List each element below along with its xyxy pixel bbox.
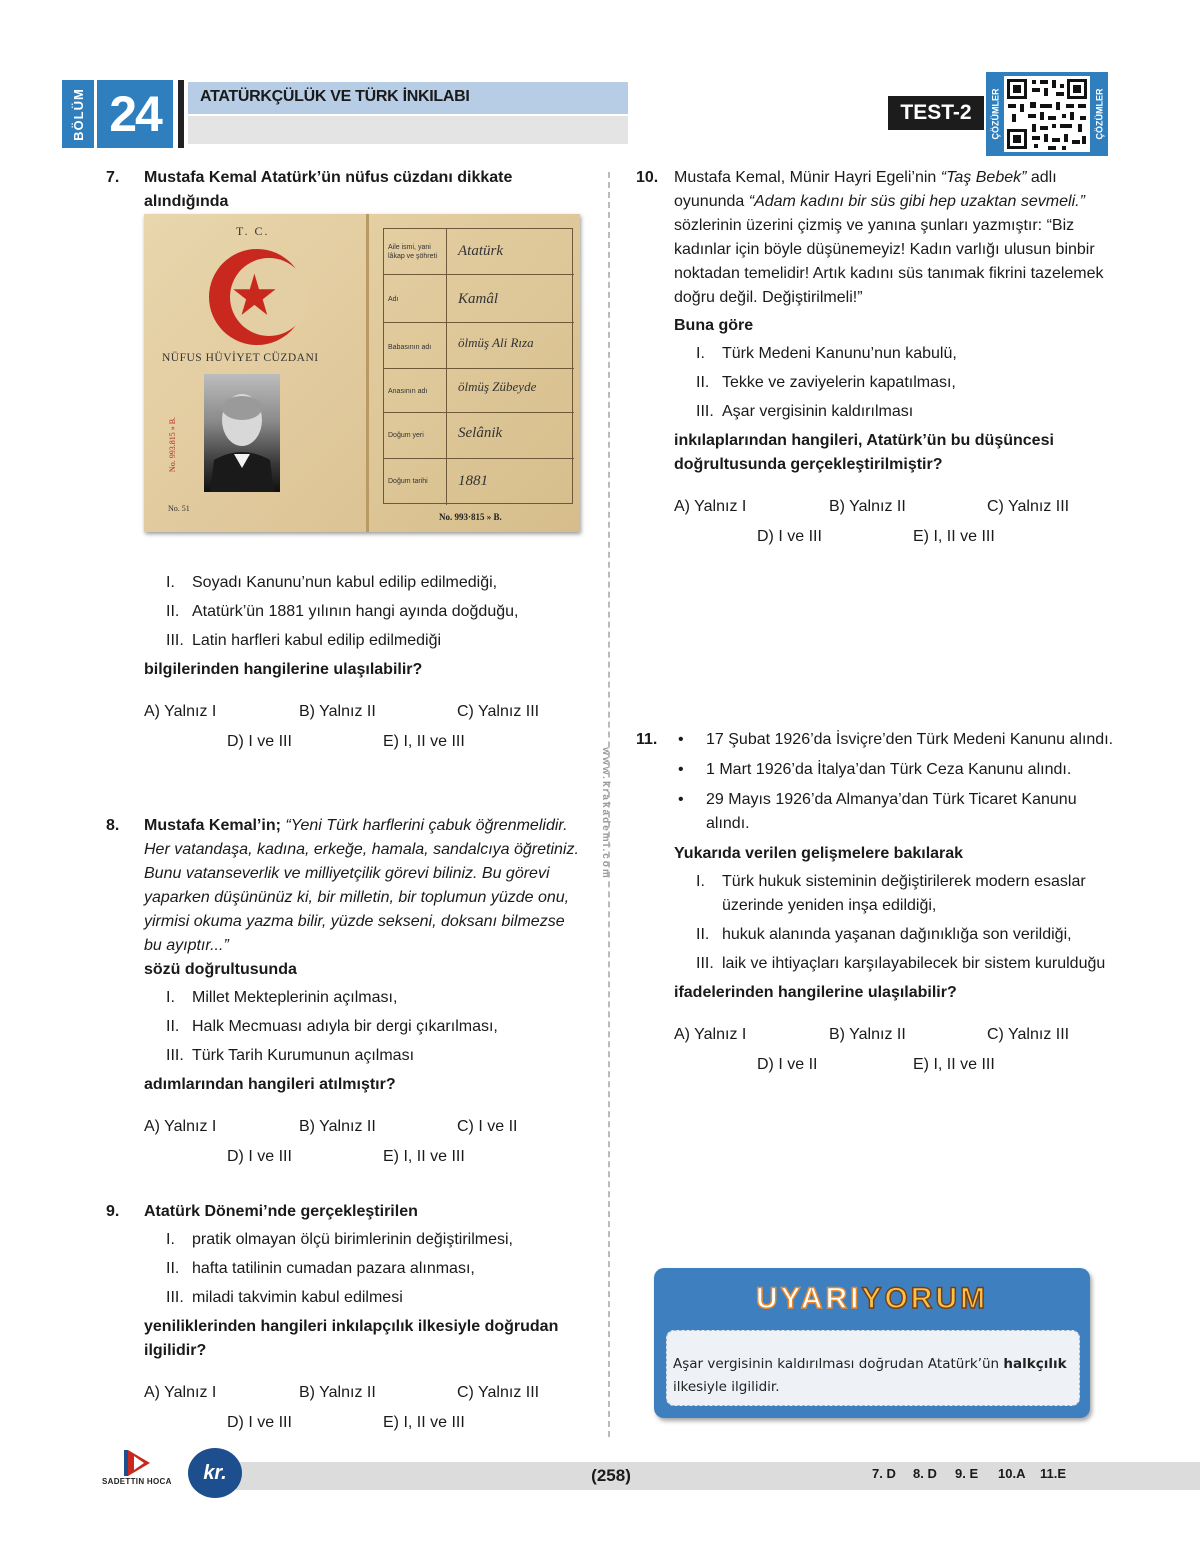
answer-key-item: 8. D xyxy=(913,1466,937,1481)
list-item: I. Türk hukuk sisteminin değiştirilerek modern esaslar üzerinde yeniden inşa edildiği, xyxy=(696,873,1086,914)
option-b[interactable]: B) Yalnız II xyxy=(299,1384,376,1401)
card-no51: No. 51 xyxy=(168,504,190,513)
card-row: Doğum yeri Selânik xyxy=(384,413,574,459)
roman-list xyxy=(166,986,586,1068)
list-item: I. Türk Medeni Kanunu’nun kabulü, xyxy=(696,345,957,362)
option-c[interactable]: C) Yalnız III xyxy=(457,1384,540,1401)
option-a[interactable]: A) Yalnız I xyxy=(674,1026,747,1043)
answer-options xyxy=(144,1381,586,1435)
option-c[interactable]: C) Yalnız III xyxy=(457,703,540,720)
question-prompt: ifadelerinden hangilerine ulaşılabilir? xyxy=(674,984,957,1001)
card-right-page xyxy=(369,214,580,532)
watermark: www.krakademi.com xyxy=(599,746,611,880)
card-title: NÜFUS HÜVİYET CÜZDANI xyxy=(162,352,319,364)
bullet-item: • 17 Şubat 1926’da İsviçre’den Türk Medeni Kanunu alındı. xyxy=(674,728,1116,752)
card-info-table xyxy=(383,228,573,504)
option-b[interactable]: B) Yalnız II xyxy=(299,703,376,720)
option-b[interactable]: B) Yalnız II xyxy=(299,1118,376,1135)
list-item: III. Aşar vergisinin kaldırılması xyxy=(696,403,914,420)
roman-list xyxy=(696,342,1116,424)
option-c[interactable]: C) I ve II xyxy=(457,1118,518,1135)
option-b[interactable]: B) Yalnız II xyxy=(829,1026,906,1043)
answer-options xyxy=(674,1023,1116,1077)
test-label: TEST-2 xyxy=(888,96,984,130)
answer-key-item: 11.E xyxy=(1040,1466,1067,1481)
answer-key-item: 10.A xyxy=(998,1466,1026,1481)
answer-options xyxy=(144,700,596,754)
chapter-title: ATATÜRKÇÜLÜK VE TÜRK İNKILABI xyxy=(188,82,628,114)
qr-side-left: ÇÖZÜMLER xyxy=(990,88,1000,140)
card-number: No. 993·815 » B. xyxy=(439,512,502,522)
warning-box xyxy=(654,1268,1090,1418)
question-number: 7. xyxy=(106,169,120,186)
list-item: I. Soyadı Kanunu’nun kabul edilip edilmediği, xyxy=(166,574,498,591)
card-tc: T. C. xyxy=(236,224,270,238)
list-item: III. Türk Tarih Kurumunun açılması xyxy=(166,1047,415,1064)
card-row: Aile ismi, yani lâkap ve şöhreti Atatürk xyxy=(384,229,574,275)
question-number: 11. xyxy=(636,731,658,748)
question-stem: Mustafa Kemal’in; “Yeni Türk harflerini çabuk öğrenmelidir. Her vatandaşa, kadına, erkeğe, hamala, sandalcıya öğretiniz. Bunu vatanseverlik ve milliyetçilik görevi biliniz. Bu görevi yaparken düşününüz ki, bir milletin, bir toplumun yüzde onu, yirmisi okuma yazma bilir, yüzde sekseni, doksanı bilmezse bu ayıptır...” xyxy=(144,817,579,954)
option-a[interactable]: A) Yalnız I xyxy=(674,498,747,515)
question-7-items xyxy=(106,567,596,754)
answer-key-item: 9. E xyxy=(955,1466,979,1481)
publisher-name: SADETTIN HOCA xyxy=(102,1477,172,1486)
list-item: III. Latin harfleri kabul edilip edilmediği xyxy=(166,632,442,649)
question-prompt: adımlarından hangileri atılmıştır? xyxy=(144,1076,396,1093)
question-lead: Buna göre xyxy=(674,317,754,334)
list-item: II. hafta tatilinin cumadan pazara alınması, xyxy=(166,1260,475,1277)
answer-options xyxy=(144,1115,586,1169)
roman-list xyxy=(696,870,1116,976)
option-e[interactable]: E) I, II ve III xyxy=(383,1414,465,1431)
question-stem: Atatürk Dönemi’nde gerçekleştirilen xyxy=(144,1203,418,1220)
list-item: II. hukuk alanında yaşanan dağınıklığa son verildiği, xyxy=(696,926,1072,943)
question-number: 9. xyxy=(106,1203,120,1220)
roman-list xyxy=(166,571,596,653)
option-d[interactable]: D) I ve III xyxy=(757,528,822,545)
option-d[interactable]: D) I ve III xyxy=(227,1148,292,1165)
question-stem-tail: sözü doğrultusunda xyxy=(144,961,297,978)
option-b[interactable]: B) Yalnız II xyxy=(829,498,906,515)
question-stem: Mustafa Kemal, Münir Hayri Egeli’nin “Taş Bebek” adlı oyununda “Adam kadını bir süs gibi hep uzaktan sevmeli.” sözlerinin üzerini çizmiş ve yanına şunları yazmıştır: “Biz kadınlar için böyle düşünemeyiz! Kadın varlığı ulusun binbir noktadan temelidir! Artık kadını süs tanımak fikrini tazelemek doğru değil. Değiştirilmeli!” xyxy=(674,169,1104,306)
warning-title: UYARIYORUM xyxy=(755,1282,989,1315)
question-10 xyxy=(636,166,1116,549)
question-prompt: inkılaplarından hangileri, Atatürk’ün bu düşüncesi doğrultusunda gerçekleştirilmiştir? xyxy=(674,432,1054,473)
option-a[interactable]: A) Yalnız I xyxy=(144,1118,217,1135)
option-c[interactable]: C) Yalnız III xyxy=(987,498,1070,515)
chapter-title-underbar xyxy=(188,116,628,144)
option-e[interactable]: E) I, II ve III xyxy=(913,1056,995,1073)
qr-side-right: ÇÖZÜMLER xyxy=(1094,88,1104,140)
question-number: 8. xyxy=(106,817,120,834)
list-item: II. Halk Mecmuası adıyla bir dergi çıkarılması, xyxy=(166,1018,498,1035)
kr-logo-icon: kr. xyxy=(188,1448,242,1498)
list-item: III. laik ve ihtiyaçları karşılayabilecek bir sistem kurulduğu xyxy=(696,955,1106,972)
roman-list xyxy=(166,1228,586,1310)
option-e[interactable]: E) I, II ve III xyxy=(383,1148,465,1165)
warning-text: Aşar vergisinin kaldırılması doğrudan Atatürk’ün halkçılık ilkesiyle ilgilidir. xyxy=(666,1330,1080,1406)
page-number: ( 258 ) xyxy=(591,1466,631,1485)
card-left-page xyxy=(144,214,366,532)
bullet-item: • 1 Mart 1926’da İtalya’dan Türk Ceza Kanunu alındı. xyxy=(674,758,1116,782)
option-a[interactable]: A) Yalnız I xyxy=(144,703,217,720)
crescent-star-icon xyxy=(202,242,312,352)
card-side-number: No. 993.815 » B. xyxy=(168,416,178,472)
section-label: BÖLÜM xyxy=(70,87,86,141)
question-number: 10. xyxy=(636,169,659,186)
card-row: Adı Kamâl xyxy=(384,275,574,323)
question-7 xyxy=(106,166,586,214)
qr-solutions-box[interactable] xyxy=(986,72,1108,156)
option-e[interactable]: E) I, II ve III xyxy=(383,733,465,750)
identity-card-image xyxy=(144,214,580,532)
bullet-item: • 29 Mayıs 1926’da Almanya’dan Türk Ticaret Kanunu alındı. xyxy=(674,788,1116,836)
card-row: Anasının adı ölmüş Zübeyde xyxy=(384,369,574,413)
list-item: I. Millet Mekteplerinin açılması, xyxy=(166,989,398,1006)
question-stem: Mustafa Kemal Atatürk’ün nüfus cüzdanı dikkate alındığında xyxy=(144,169,513,210)
option-a[interactable]: A) Yalnız I xyxy=(144,1384,217,1401)
bullet-list xyxy=(674,728,1116,836)
list-item: I. pratik olmayan ölçü birimlerinin değiştirilmesi, xyxy=(166,1231,513,1248)
question-8 xyxy=(106,814,586,1169)
option-c[interactable]: C) Yalnız III xyxy=(987,1026,1070,1043)
section-number: 24 xyxy=(97,80,173,148)
list-item: II. Tekke ve zaviyelerin kapatılması, xyxy=(696,374,956,391)
question-11 xyxy=(636,728,1116,1077)
list-item: II. Atatürk’ün 1881 yılının hangi ayında doğduğu, xyxy=(166,603,519,620)
quote-text: “Yeni Türk harflerini çabuk öğrenmelidir. Her vatandaşa, kadına, erkeğe, hamala, sandalcıya öğretiniz. Bunu vatanseverlik ve milliyetçilik görevi biliniz. Bu görevi yaparken düşününüz ki, bir milletin, bir toplumun yüzde onu, yirmisi okuma yazma bilir, yüzde sekseni, doksanı bilmezse bu ayıptır...” xyxy=(144,817,579,954)
option-d[interactable]: D) I ve III xyxy=(227,733,292,750)
question-9 xyxy=(106,1200,586,1435)
question-prompt: bilgilerinden hangilerine ulaşılabilir? xyxy=(144,661,423,678)
section-tab xyxy=(62,80,94,148)
portrait-photo xyxy=(204,374,280,492)
option-d[interactable]: D) I ve II xyxy=(757,1056,818,1073)
option-d[interactable]: D) I ve III xyxy=(227,1414,292,1431)
qr-code-icon[interactable] xyxy=(1004,76,1090,152)
list-item: III. miladi takvimin kabul edilmesi xyxy=(166,1289,403,1306)
answer-key-item: 7. D xyxy=(872,1466,896,1481)
answer-options xyxy=(674,495,1116,549)
question-prompt: yeniliklerinden hangileri inkılapçılık ilkesiyle doğrudan ilgilidir? xyxy=(144,1318,559,1359)
question-lead: Yukarıda verilen gelişmelere bakılarak xyxy=(674,845,964,862)
card-row: Babasının adı ölmüş Ali Rıza xyxy=(384,323,574,369)
header-divider xyxy=(178,80,184,148)
card-row: Doğum tarihi 1881 xyxy=(388,473,488,489)
option-e[interactable]: E) I, II ve III xyxy=(913,528,995,545)
